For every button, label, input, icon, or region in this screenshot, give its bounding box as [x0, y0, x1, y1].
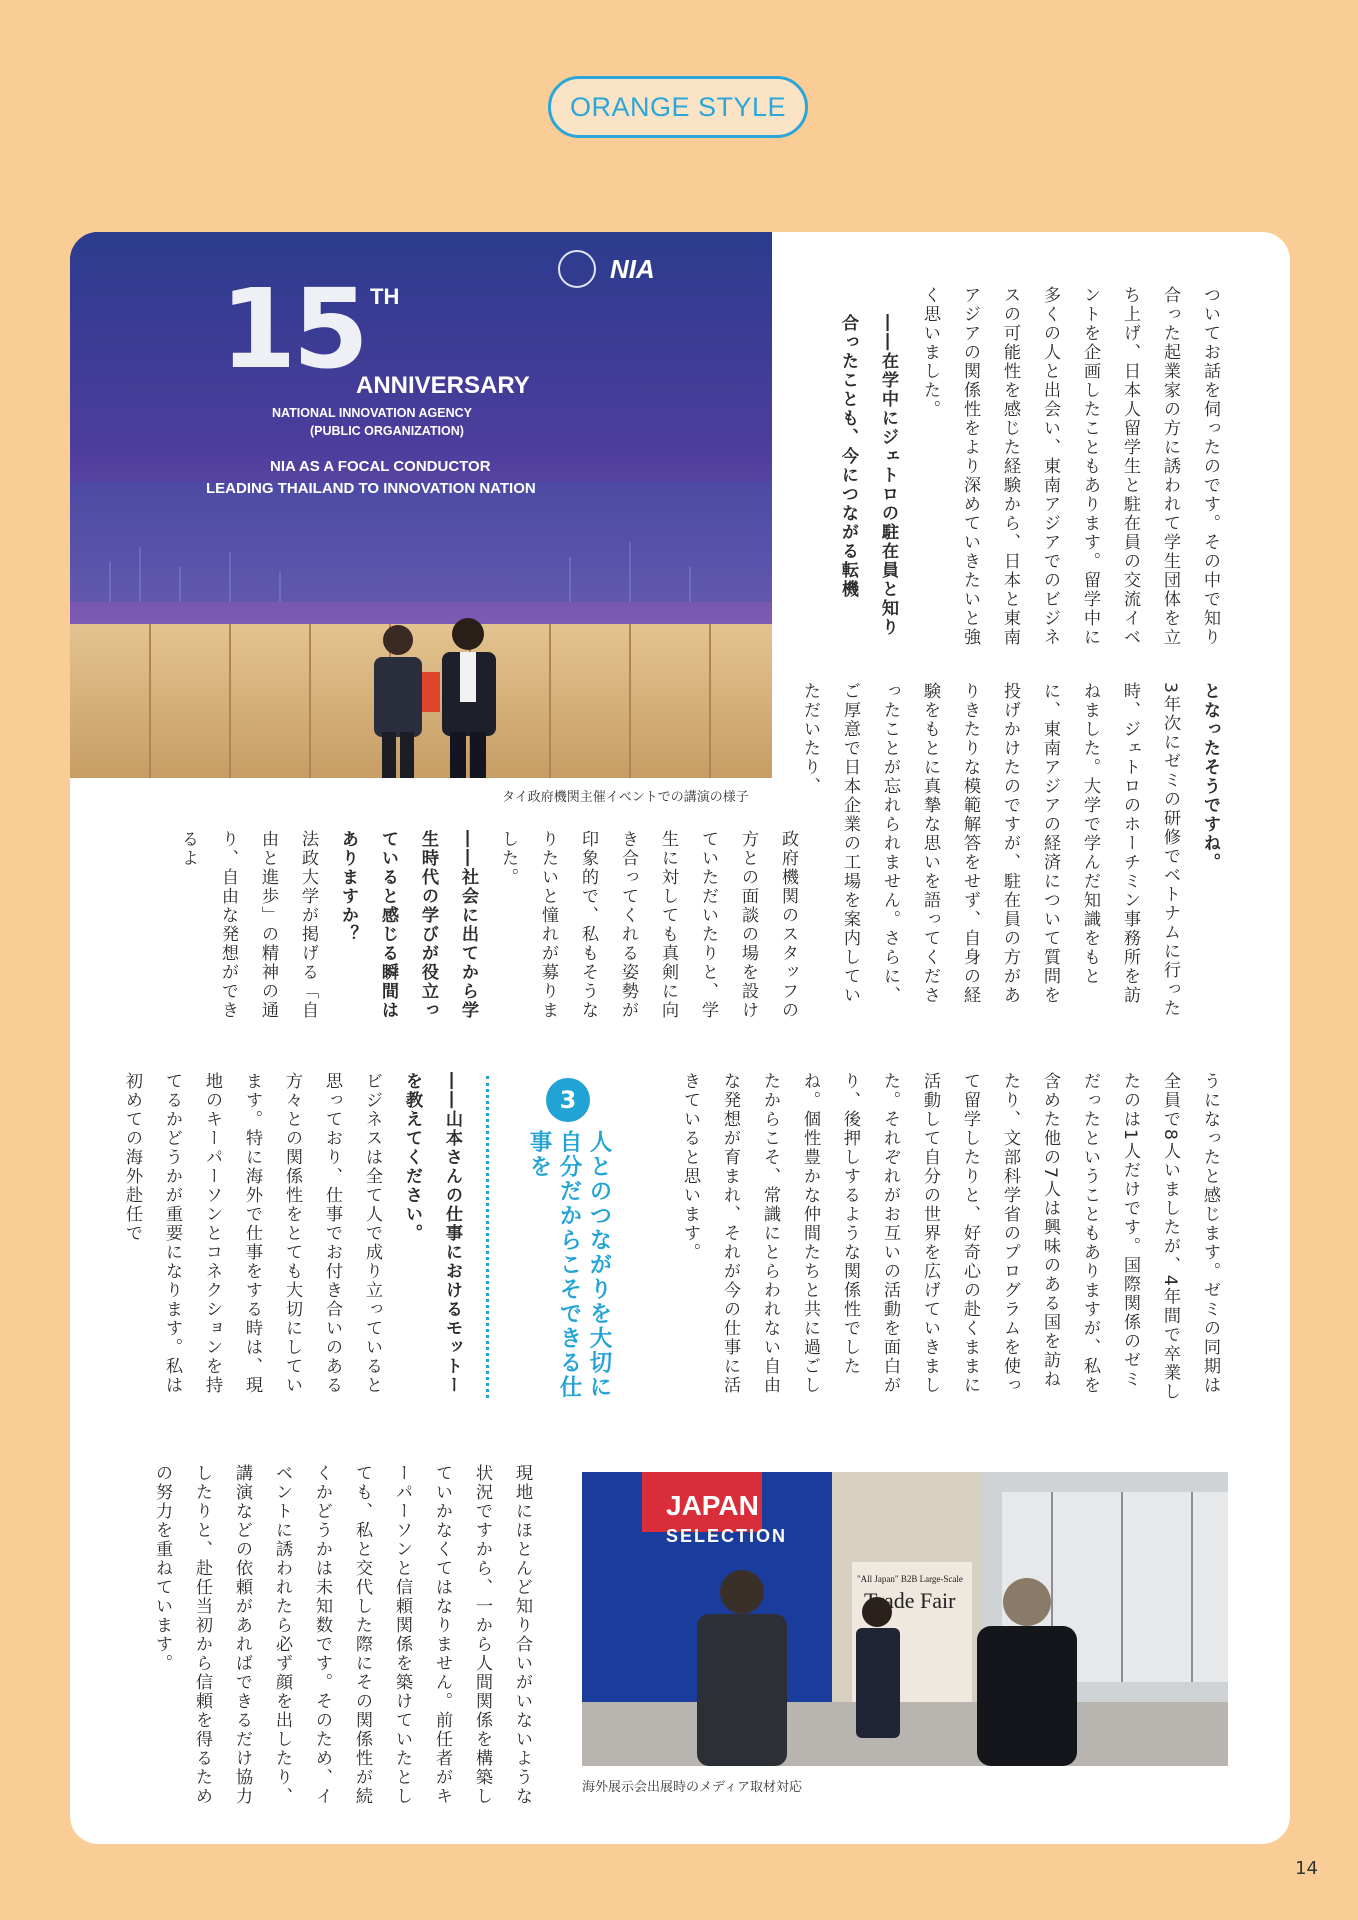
text-lower-right — [660, 1072, 1230, 1402]
section-title: 人とのつながりを大切に自分だからこそできる仕事を — [526, 1130, 612, 1400]
screen-logo: NIA — [610, 254, 655, 284]
paragraph-lower-left: ビジネスは全て人で成り立っていると思っており、仕事でお付き合いのある方々との関係性をとても大切にしています。特に海外で仕事をする時は、現地のキーパーソンとコネクションを持てるかどうかが重要になります。私は初めての海外赴任で — [122, 1072, 382, 1395]
text-lower-left — [122, 1072, 472, 1402]
page-number: 14 — [1295, 1858, 1318, 1879]
sign-small: "All Japan" B2B Large-Scale — [857, 1574, 963, 1584]
screen-logo-seal — [558, 250, 596, 288]
tradefair-photo — [582, 1472, 1228, 1766]
screen-superscript: TH — [370, 284, 400, 309]
screen-agency: NATIONAL INNOVATION AGENCY — [272, 406, 472, 420]
screen-slogan-2: LEADING THAILAND TO INNOVATION NATION — [206, 480, 536, 497]
text-mid-left — [122, 830, 808, 1026]
text-mid-right — [800, 682, 1230, 1020]
text-bottom — [122, 1464, 542, 1814]
paragraph-top-right: ついてお話を伺ったのです。その中で知り合った起業家の方に誘われて学生団体を立ち上げ、日本人留学生と駐在員の交流イベントを企画したこともあります。留学中に多くの人と出会い、東南アジアでのビジネスの可能性を感じた経験から、日本と東南アジアの関係性をより深めていきたいと強く思いました。 — [920, 286, 1220, 647]
sign-text: Trade Fair — [864, 1588, 956, 1613]
screen-anniversary: ANNIVERSARY — [356, 372, 530, 399]
event-photo — [70, 232, 772, 778]
screen-org: (PUBLIC ORGANIZATION) — [310, 424, 464, 438]
banner-text-2: SELECTION — [666, 1526, 788, 1546]
question-2: ――社会に出てから学生時代の学びが役立っていると感じる瞬間はありますか？ — [338, 830, 478, 1020]
paragraph-mid-left-a: 政府機関のスタッフの方との面談の場を設けていただいたりと、学生に対しても真剣に向き合ってくれる姿勢が印象的で、私もそうなりたいと憧れが募りました。 — [498, 830, 798, 1020]
paragraph-mid-left-b: 法政大学が掲げる「自由と進歩」の精神の通り、自由な発想ができるよ — [178, 830, 318, 1020]
event-photo-image — [70, 232, 772, 778]
banner-text-1: JAPAN — [666, 1490, 759, 1521]
question-1-end: となったそうですね。 — [1200, 682, 1220, 872]
event-photo-caption: タイ政府機関主催イベントでの講演の様子 — [502, 790, 749, 805]
screen-slogan-1: NIA AS A FOCAL CONDUCTOR — [270, 458, 491, 475]
section-number-badge: 3 — [546, 1078, 590, 1122]
section-divider — [486, 1076, 489, 1398]
question-1-text: ――在学中にジェトロの駐在員と知り合ったことも、今につながる転機 — [838, 314, 898, 637]
badge-label: ORANGE STYLE — [569, 91, 787, 122]
section-badge — [548, 76, 808, 138]
paragraph-bottom: 現地にほとんど知り合いがいないような状況ですから、一から人間関係を構築していかなくてはなりません。前任者がキーパーソンと信頼関係を築けていたとしても、私と交代した際にその関係性が続くかどうかは未知数です。そのため、イベントに誘われたら必ず顔を出したり、講演などの依頼があればできるだけ協力したりと、赴任当初から信頼を得るための努力を重ねています。 — [152, 1464, 532, 1806]
paragraph-lower-right: うになったと感じます。ゼミの同期は全員で8人いましたが、4年間で卒業したのは1人だけです。国際関係のゼミだったということもありますが、私を含めた他の7人は興味のある国を訪ねたり、文部科学省のプログラムを使って留学したりと、好奇心の赴くままに活動して自分の世界を広げていきました。それぞれがお互いの活動を面白がり、後押しするような関係性でしたね。個性豊かな仲間たちと共に過ごしたからこそ、常識にとらわれない自由な発想が育まれ、それが今の仕事に活きていると思います。 — [680, 1072, 1220, 1402]
screen-number: 15 — [220, 265, 366, 393]
tradefair-photo-caption: 海外展示会出展時のメディア取材対応 — [582, 1780, 802, 1795]
question-1 — [820, 314, 908, 644]
question-3: ――山本さんの仕事におけるモットーを教えてください。 — [402, 1072, 462, 1395]
paragraph-mid-right: 3年次にゼミの研修でベトナムに行った時、ジェトロのホーチミン事務所を訪ねました。大学で学んだ知識をもとに、東南アジアの経済について質問を投げかけたのですが、駐在員の方がありきたりな模範解答をせず、自身の経験をもとに真摯な思いを語ってくださったことが忘れられません。さらに、ご厚意で日本企業の工場を案内していただいたり、 — [800, 682, 1180, 1018]
